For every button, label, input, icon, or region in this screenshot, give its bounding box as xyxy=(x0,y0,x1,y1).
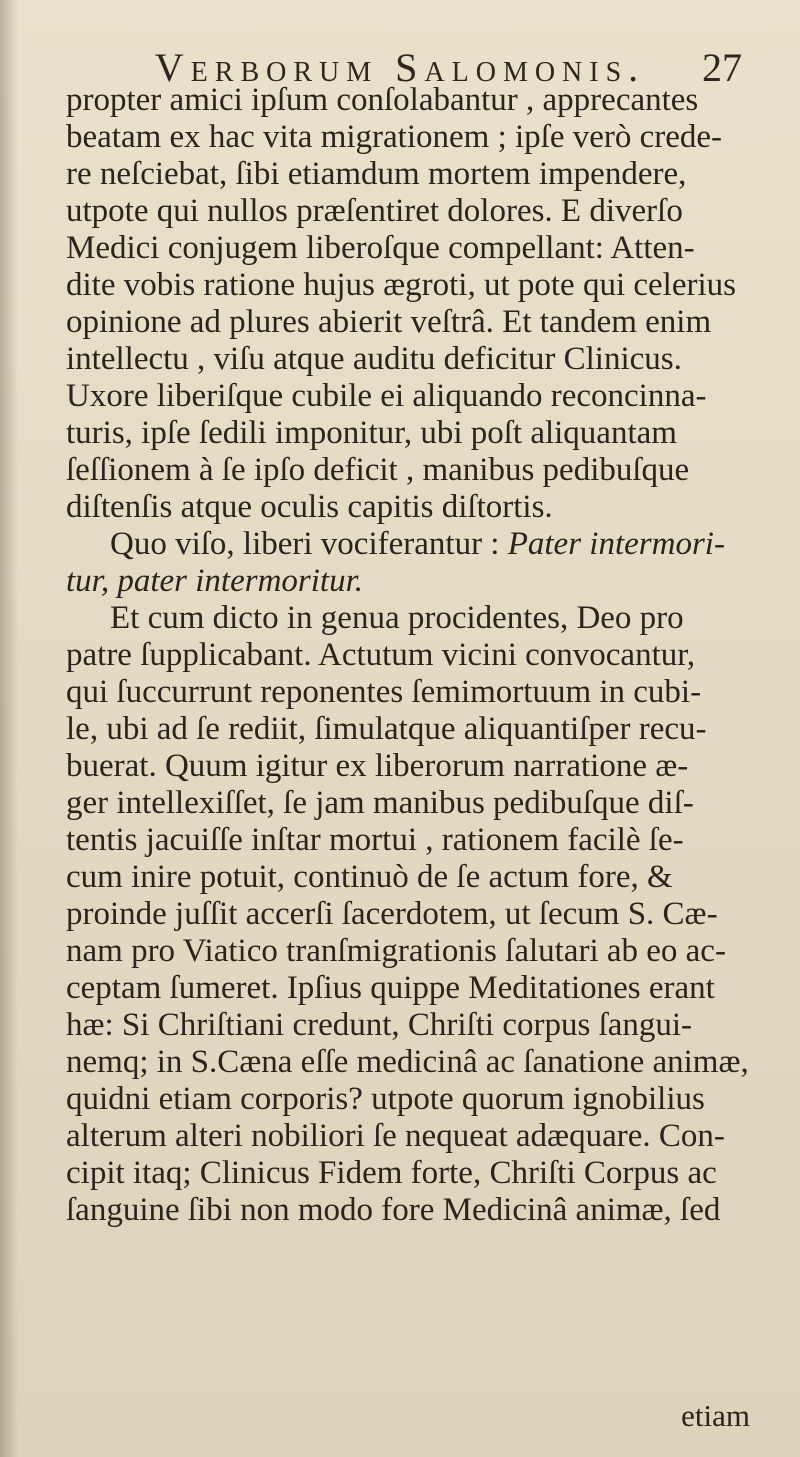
text-line-mixed xyxy=(66,526,776,563)
text-line: qui ſuccurrunt reponentes ſemimortuum in cubi- xyxy=(66,674,702,710)
text-line: propter amici ipſum conſolabantur , apprecantes xyxy=(66,82,699,118)
text-line: cipit itaq; Clinicus Fidem forte, Chriſti Corpus ac xyxy=(66,1155,717,1191)
text-line-italic xyxy=(66,563,776,600)
text-line-roman: Quo viſo, liberi vociferantur : xyxy=(110,526,500,562)
text-line: nam pro Viatico tranſmigrationis ſalutari ab eo ac- xyxy=(66,933,726,969)
text-line: patre ſupplicabant. Actutum vicini convocantur, xyxy=(66,637,696,673)
text-line: dite vobis ratione hujus ægroti, ut pote qui celerius xyxy=(66,267,736,303)
text-line: alterum alteri nobiliori ſe nequeat adæquare. Con- xyxy=(66,1118,725,1154)
text-line: ſanguine ſibi non modo fore Medicinâ animæ, ſed xyxy=(66,1192,721,1228)
text-line: tentis jacuiſſe inſtar mortui , rationem facilè ſe- xyxy=(66,822,684,858)
text-line: ſeſſionem à ſe ipſo deficit , manibus pedibuſque xyxy=(66,452,690,488)
italic-run: tur, pater intermoritur. xyxy=(66,563,364,599)
text-line: Medici conjugem liberoſque compellant: Atten- xyxy=(66,230,695,266)
text-line-italic: Pater intermori- xyxy=(507,526,725,562)
text-line: buerat. Quum igitur ex liberorum narratione æ- xyxy=(66,748,689,784)
text-line: ceptam ſumeret. Ipſius quippe Meditationes erant xyxy=(66,970,715,1006)
text-line: ger intellexiſſet, ſe jam manibus pedibuſque diſ- xyxy=(66,785,694,821)
text-line: turis, ipſe ſedili imponitur, ubi poſt aliquantam xyxy=(66,415,677,451)
text-line: intellectu , viſu atque auditu deficitur Clinicus. xyxy=(66,341,682,377)
text-line: utpote qui nullos præſentiret dolores. E diverſo xyxy=(66,193,683,229)
page-number: 27 xyxy=(702,45,742,90)
text-line: quidni etiam corporis? utpote quorum ignobilius xyxy=(66,1081,705,1117)
text-line: beatam ex hac vita migrationem ; ipſe verò crede- xyxy=(66,119,723,155)
text-line: hæ: Si Chriſtiani credunt, Chriſti corpus ſangui- xyxy=(66,1007,693,1043)
body-text xyxy=(66,82,776,1229)
text-line: diſtenſis atque oculis capitis diſtortis. xyxy=(66,489,553,525)
gutter-shadow xyxy=(0,0,18,1457)
text-line: re neſciebat, ſibi etiamdum mortem impendere, xyxy=(66,156,687,192)
running-title: Verborum Salomonis. xyxy=(154,45,646,90)
text-line: nemq; in S.Cæna eſſe medicinâ ac ſanatione animæ, xyxy=(66,1044,749,1080)
text-line: opinione ad plures abierit veſtrâ. Et tandem enim xyxy=(66,304,712,340)
text-line: Et cum dicto in genua procidentes, Deo pro xyxy=(110,600,684,636)
text-line: le, ubi ad ſe rediit, ſimulatque aliquantiſper recu- xyxy=(66,711,707,747)
catchword: etiam xyxy=(681,1398,750,1433)
text-line: Uxore liberiſque cubile ei aliquando reconcinna- xyxy=(66,378,707,414)
text-line: cum inire potuit, continuò de ſe actum fore, & xyxy=(66,859,673,895)
text-line: proinde juſſit accerſi ſacerdotem, ut ſecum S. Cæ- xyxy=(66,896,718,932)
